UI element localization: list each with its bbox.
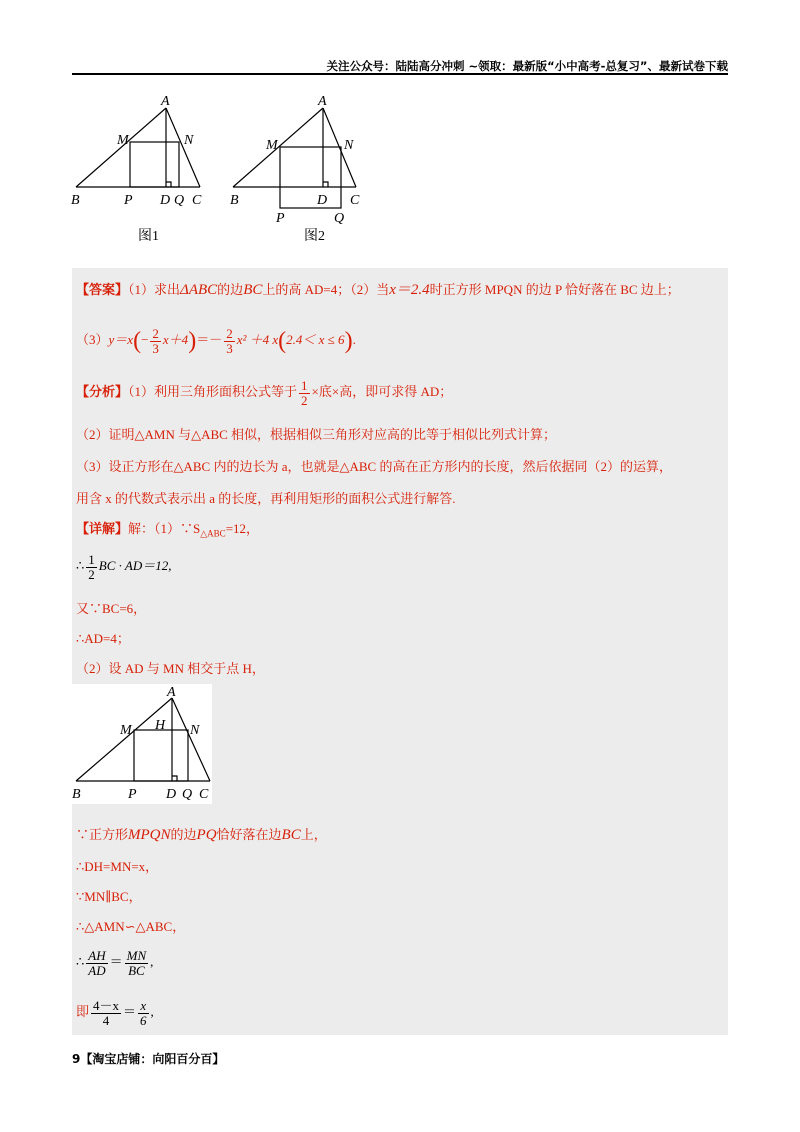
fraction: $\frac{2}{3}$	[226, 325, 233, 356]
detail-line-1	[76, 518, 259, 540]
fig1-label-p: P	[124, 193, 133, 208]
figure-3	[72, 684, 212, 804]
fig1-label-a: A	[161, 94, 170, 109]
fig2-label-m: M	[266, 138, 278, 153]
analysis-line-3: （3）设正方形在△ABC 内的边长为 a，也就是△ABC 的高在正方形内的长度，然后依据同（2）的运算，	[76, 459, 672, 474]
fig2-label-q: Q	[334, 211, 345, 226]
detail-text: =12，	[225, 521, 260, 536]
fig1-label-n: N	[184, 133, 194, 148]
fraction-half: $\frac{1}{2}$	[301, 377, 308, 408]
fig2-caption: 图2	[304, 229, 325, 244]
detail-square-name: MPQN	[128, 827, 171, 843]
detail-text: 的边	[170, 827, 197, 842]
detail-equals: ＝	[109, 954, 123, 969]
fig3-label-p: P	[128, 787, 137, 802]
fraction-4-minus-x: $\frac{4-x}{4}$	[93, 997, 120, 1028]
answer-y-eq: y＝x	[108, 332, 134, 347]
answer-text: 时正方形 MPQN 的边 P 恰好落在 BC 边上；	[429, 282, 680, 297]
answer-bc: BC	[243, 282, 263, 298]
fig1-label-m: M	[117, 133, 129, 148]
detail-subscript: △ABC	[200, 528, 226, 539]
fig2-label-d: D	[317, 193, 328, 208]
answer-line-1	[76, 278, 680, 299]
detail-text: ∵正方形	[76, 827, 129, 842]
answer-line-3: （3）y＝x(− $\frac{2}{3}$ x＋4)＝－ $\frac{2}{3}$ x² ＋4 x(2.4＜ x ≤ 6).	[76, 325, 356, 356]
fig2-right-angle	[323, 182, 328, 187]
detail-line-6	[76, 824, 327, 844]
detail-text: ∴	[76, 954, 85, 969]
answer-triangle: ΔABC	[180, 282, 218, 298]
detail-tag: 【详解】	[76, 521, 129, 536]
fraction-half: $\frac{1}{2}$	[88, 551, 95, 582]
fig3-label-c: C	[199, 787, 209, 802]
detail-bc: BC	[281, 827, 301, 843]
analysis-tag: 【分析】	[76, 384, 129, 399]
fig3-label-h: H	[155, 718, 166, 733]
paren: )	[188, 328, 197, 355]
detail-line-9: ∴△AMN∽△ABC，	[76, 919, 186, 934]
fig3-label-b: B	[72, 787, 81, 802]
detail-text: ,	[150, 1004, 154, 1019]
fig3-label-n: N	[190, 723, 200, 738]
answer-text: x² ＋4 x	[236, 332, 279, 347]
answer-text: 的边	[217, 282, 244, 297]
answer-x-value: x＝2.4	[389, 282, 430, 298]
answer-tag: 【答案】	[76, 282, 129, 297]
answer-text: .	[352, 332, 356, 347]
detail-pq: PQ	[196, 827, 217, 843]
fig1-side-ac	[166, 108, 200, 187]
fig2-label-a: A	[318, 94, 327, 109]
detail-text: 解：（1）∵S	[128, 521, 201, 536]
detail-text: 上，	[300, 827, 327, 842]
detail-equals: ＝	[123, 1004, 137, 1019]
detail-text: 即	[76, 1004, 90, 1019]
fig3-label-a: A	[167, 685, 176, 700]
fig3-label-m: M	[120, 723, 132, 738]
fraction-x-6: $\frac{x}{6}$	[140, 997, 147, 1028]
analysis-text: （1）利用三角形面积公式等于	[128, 384, 298, 399]
fig1-label-q: Q	[174, 193, 185, 208]
analysis-text: ×底×高，即可求得 AD；	[311, 384, 453, 399]
detail-line-3: 又∵BC=6，	[76, 601, 147, 616]
fig2-square	[280, 147, 341, 208]
header-rule	[72, 73, 728, 75]
answer-text: 上的高 AD=4；（2）当	[262, 282, 390, 297]
fig1-label-d: D	[160, 193, 171, 208]
detail-line-2	[76, 548, 172, 584]
fig2-label-b: B	[230, 193, 239, 208]
answer-text: （1）求出	[128, 282, 181, 297]
fig3-side-ab	[76, 698, 172, 781]
fraction: $\frac{2}{3}$	[152, 325, 159, 356]
detail-text: ,	[150, 954, 154, 969]
fig2-label-p: P	[276, 211, 285, 226]
fraction-ah-ad: $\frac{AH}{AD}$	[88, 947, 106, 978]
paren: )	[344, 328, 353, 355]
figure-2	[228, 92, 378, 252]
fig1-right-angle	[166, 182, 171, 187]
fig2-label-c: C	[350, 193, 360, 208]
detail-line-7: ∴DH=MN=x，	[76, 859, 159, 874]
fig3-label-q: Q	[182, 787, 193, 802]
fig3-label-d: D	[166, 787, 177, 802]
detail-line-10	[76, 944, 153, 980]
fig1-label-b: B	[71, 193, 80, 208]
page-footer: 9【淘宝店铺：向阳百分百】	[72, 1052, 225, 1066]
fig1-label-c: C	[192, 193, 202, 208]
paren: (	[133, 328, 142, 355]
answer-part3-label: （3）	[76, 332, 109, 347]
fraction-mn-bc: $\frac{MN}{BC}$	[126, 947, 147, 978]
figure-1	[66, 92, 216, 252]
analysis-line-2: （2）证明△AMN 与△ABC 相似，根据相似三角形对应高的比等于相似比列式计算；	[76, 427, 557, 442]
detail-line-8: ∵MN∥BC，	[76, 889, 142, 904]
paren: (	[278, 328, 287, 355]
page-header: 关注公众号：陆陆高分冲刺 ~领取：最新版“小中高考-总复习”、最新试卷下载	[326, 59, 728, 73]
answer-text: ＝－	[196, 332, 223, 347]
fig1-caption: 图1	[138, 229, 159, 244]
detail-line-11	[76, 994, 154, 1030]
answer-text: x＋4	[162, 332, 189, 347]
detail-line-5: （2）设 AD 与 MN 相交于点 H，	[76, 661, 265, 676]
fig1-square	[130, 142, 179, 187]
fig3-right-angle	[172, 776, 177, 781]
detail-text: 恰好落在边	[216, 827, 282, 842]
detail-text: BC · AD＝12,	[98, 558, 172, 573]
answer-range: 2.4＜ x ≤ 6	[286, 332, 345, 347]
detail-text: ∴	[76, 558, 85, 573]
detail-line-4: ∴AD=4；	[76, 631, 130, 646]
fig2-label-n: N	[344, 138, 354, 153]
analysis-line-1	[76, 374, 452, 410]
analysis-line-4: 用含 x 的代数式表示出 a 的长度，再利用矩形的面积公式进行解答.	[76, 491, 456, 506]
fig3-side-ac	[172, 698, 210, 781]
fig3-square	[134, 730, 188, 781]
